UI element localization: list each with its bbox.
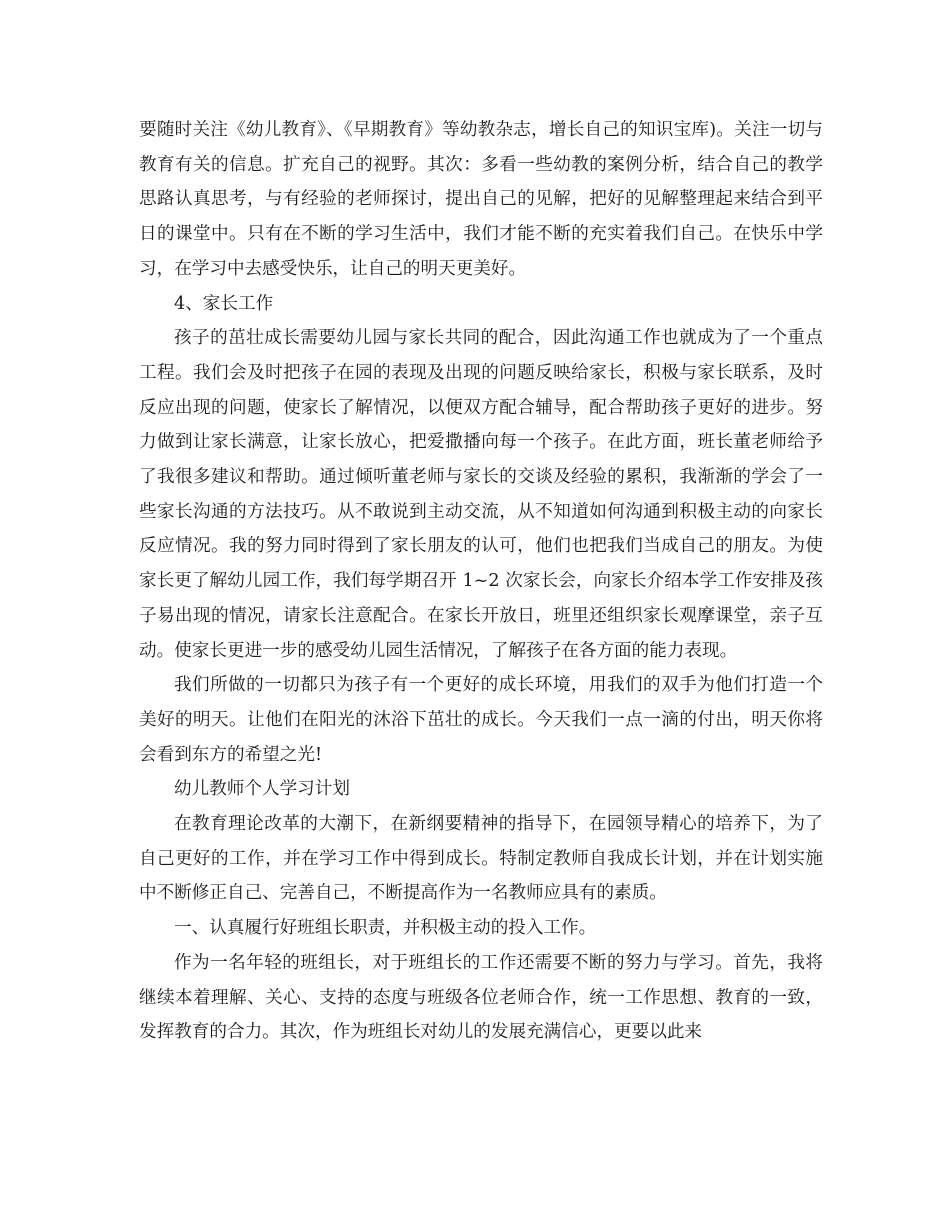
document-title-study-plan: 幼儿教师个人学习计划 <box>174 779 350 800</box>
paragraph-continuation: 要随时关注《幼儿教育》、《早期教育》等幼教杂志，增长自己的知识宝库)。关注一切与教育有关的信息。扩充自己的视野。其次：多看一些幼教的案例分析，结合自己的教学思路认真思考，与有经验的老师探讨，提出自己的见解，把好的见解整理起来结合到平日的课堂中。只有在不断的学习生活中，我们才能不断的充实着我们自己。在快乐中学习，在学习中去感受快乐，让自己的明天更美好。 <box>139 120 823 279</box>
paragraph-closing: 我们所做的一切都只为孩子有一个更好的成长环境，用我们的双手为他们打造一个美好的明天。让他们在阳光的沐浴下茁壮的成长。今天我们一点一滴的付出，明天你将会看到东方的希望之光! <box>139 675 823 765</box>
paragraph-study-plan-intro: 在教育理论改革的大潮下，在新纲要精神的指导下，在园领导精心的培养下，为了自己更好的工作，并在学习工作中得到成长。特制定教师自我成长计划，并在计划实施中不断修正自己、完善自己，不断提高作为一名教师应具有的素质。 <box>139 814 823 904</box>
section-heading-parent-work: 4、家长工作 <box>174 293 274 314</box>
paragraph-team-leader: 作为一名年轻的班组长，对于班组长的工作还需要不断的努力与学习。首先，我将继续本着理解、关心、支持的态度与班级各位老师合作，统一工作思想、教育的一致，发挥教育的合力。其次，作为班组长对幼儿的发展充满信心，更要以此来 <box>139 952 823 1043</box>
document-body <box>139 113 823 1050</box>
section-heading-team-leader: 一、认真履行好班组长职责，并积极主动的投入工作。 <box>174 918 597 939</box>
paragraph-parent-communication: 孩子的茁壮成长需要幼儿园与家长共同的配合，因此沟通工作也就成为了一个重点工程。我们会及时把孩子在园的表现及出现的问题反映给家长，积极与家长联系，及时反应出现的问题，使家长了解情况，以便双方配合辅导，配合帮助孩子更好的进步。努力做到让家长满意，让家长放心，把爱撒播向每一个孩子。在此方面，班长董老师给予了我很多建议和帮助。通过倾听董老师与家长的交谈及经验的累积，我渐渐的学会了一些家长沟通的方法技巧。从不敢说到主动交流，从不知道如何沟通到积极主动的向家长反应情况。我的努力同时得到了家长朋友的认可，他们也把我们当成自己的朋友。为使家长更了解幼儿园工作，我们每学期召开 1~2 次家长会，向家长介绍本学工作安排及孩子易出现的情况，请家长注意配合。在家长开放日，班里还组织家长观摩课堂，亲子互动。使家长更进一步的感受幼儿园生活情况，了解孩子在各方面的能力表现。 <box>139 328 823 661</box>
